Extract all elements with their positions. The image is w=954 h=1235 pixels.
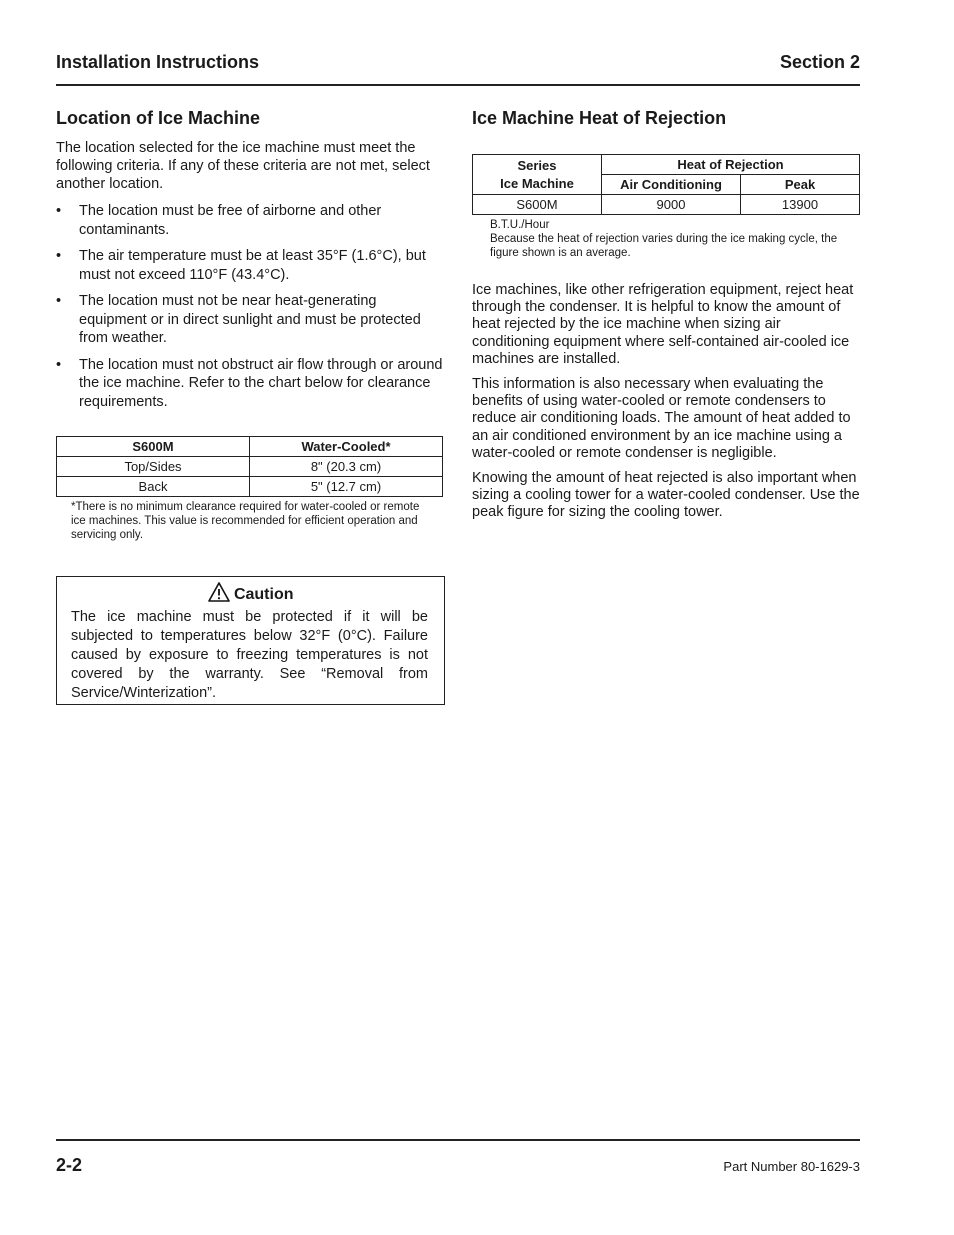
page-header bbox=[56, 50, 860, 86]
table-row bbox=[57, 477, 443, 497]
table-row bbox=[57, 457, 443, 477]
warning-triangle-icon bbox=[208, 582, 230, 602]
criteria-text: The location must not be near heat-generating equipment or in direct sunlight and must be protected from weather. bbox=[79, 293, 421, 346]
series-header-line2: Ice Machine bbox=[500, 175, 574, 191]
caution-title: Caution bbox=[233, 586, 294, 603]
header-section: Section 2 bbox=[779, 52, 860, 72]
bullet-icon: • bbox=[56, 293, 62, 309]
table-row bbox=[473, 195, 860, 215]
caution-title-row bbox=[57, 582, 444, 604]
heat-rejection-table bbox=[472, 154, 860, 215]
body-paragraph: Knowing the amount of heat rejected is also important when sizing a cooling tower for a water-cooled condenser. Use the peak figure for sizing the cooling tower. bbox=[472, 470, 860, 521]
table-cell: 9000 bbox=[602, 195, 741, 215]
right-column bbox=[472, 108, 862, 129]
body-paragraph: Ice machines, like other refrigeration equipment, reject heat through the condenser. It is helpful to know the amount of heat rejected by the ice machine when sizing air conditioning equipment where self-contained air-cooled ice machines are installed. bbox=[472, 282, 854, 367]
series-header bbox=[473, 155, 602, 195]
table-cell: S600M bbox=[473, 195, 602, 215]
caution-text: The ice machine must be protected if it will be subjected to temperatures below 32°F (0°C). Failure caused by exposure to freezing temperatures is not covered by the warranty. See “Removal from Service/Winterization”. bbox=[71, 609, 428, 701]
table-header-row bbox=[473, 155, 860, 175]
clearance-table bbox=[56, 436, 443, 497]
criteria-text: The location must not obstruct air flow through or around the ice machine. Refer to the chart below for clearance requirements. bbox=[79, 356, 443, 410]
heat-notes bbox=[490, 218, 860, 260]
table-cell: 5" (12.7 cm) bbox=[250, 477, 443, 497]
location-heading: Location of Ice Machine bbox=[56, 108, 261, 128]
criteria-text: The air temperature must be at least 35°F (1.6°C), but must not exceed 110°F (43.4°C). bbox=[79, 248, 426, 283]
caution-box bbox=[56, 576, 445, 705]
left-column bbox=[56, 108, 444, 419]
bullet-icon: • bbox=[56, 203, 62, 219]
heat-rejection-heading: Ice Machine Heat of Rejection bbox=[472, 108, 727, 128]
header-title: Installation Instructions bbox=[56, 52, 260, 72]
location-intro: The location selected for the ice machine must meet the following criteria. If any of these criteria are not met, select another location. bbox=[56, 140, 430, 192]
table-cell: Top/Sides bbox=[57, 457, 250, 477]
page-number: 2-2 bbox=[56, 1155, 83, 1175]
table-header: S600M bbox=[57, 437, 250, 457]
table-header: Water-Cooled* bbox=[250, 437, 443, 457]
table-header: Air Conditioning bbox=[602, 175, 741, 195]
criteria-text: The location must be free of airborne and other contaminants. bbox=[79, 203, 382, 238]
table-cell: Back bbox=[57, 477, 250, 497]
average-note: Because the heat of rejection varies during the ice making cycle, the figure shown is an average. bbox=[490, 233, 838, 259]
list-item bbox=[56, 247, 444, 284]
clearance-note: *There is no minimum clearance required for water-cooled or remote ice machines. This value is recommended for efficient operation and servicing only. bbox=[71, 501, 420, 541]
page-footer bbox=[56, 1139, 860, 1175]
table-cell: 13900 bbox=[741, 195, 860, 215]
heat-rejection-body bbox=[472, 282, 860, 522]
list-item bbox=[56, 356, 444, 412]
bullet-icon: • bbox=[56, 248, 62, 264]
table-cell: 8" (20.3 cm) bbox=[250, 457, 443, 477]
list-item bbox=[56, 202, 444, 239]
series-header-line1: Series bbox=[517, 157, 557, 173]
units-note: B.T.U./Hour bbox=[490, 219, 550, 231]
bullet-icon: • bbox=[56, 356, 62, 373]
table-header: Peak bbox=[741, 175, 860, 195]
criteria-list bbox=[56, 202, 444, 411]
part-number: Part Number 80-1629-3 bbox=[723, 1159, 860, 1174]
body-paragraph: This information is also necessary when evaluating the benefits of using water-cooled or remote condensers to reduce air conditioning loads. The amount of heat added to an air conditioned environment by an ice machine using a water-cooled or remote condenser is negligible. bbox=[472, 376, 851, 461]
group-header: Heat of Rejection bbox=[602, 155, 860, 175]
list-item bbox=[56, 292, 444, 348]
table-header-row bbox=[57, 437, 443, 457]
